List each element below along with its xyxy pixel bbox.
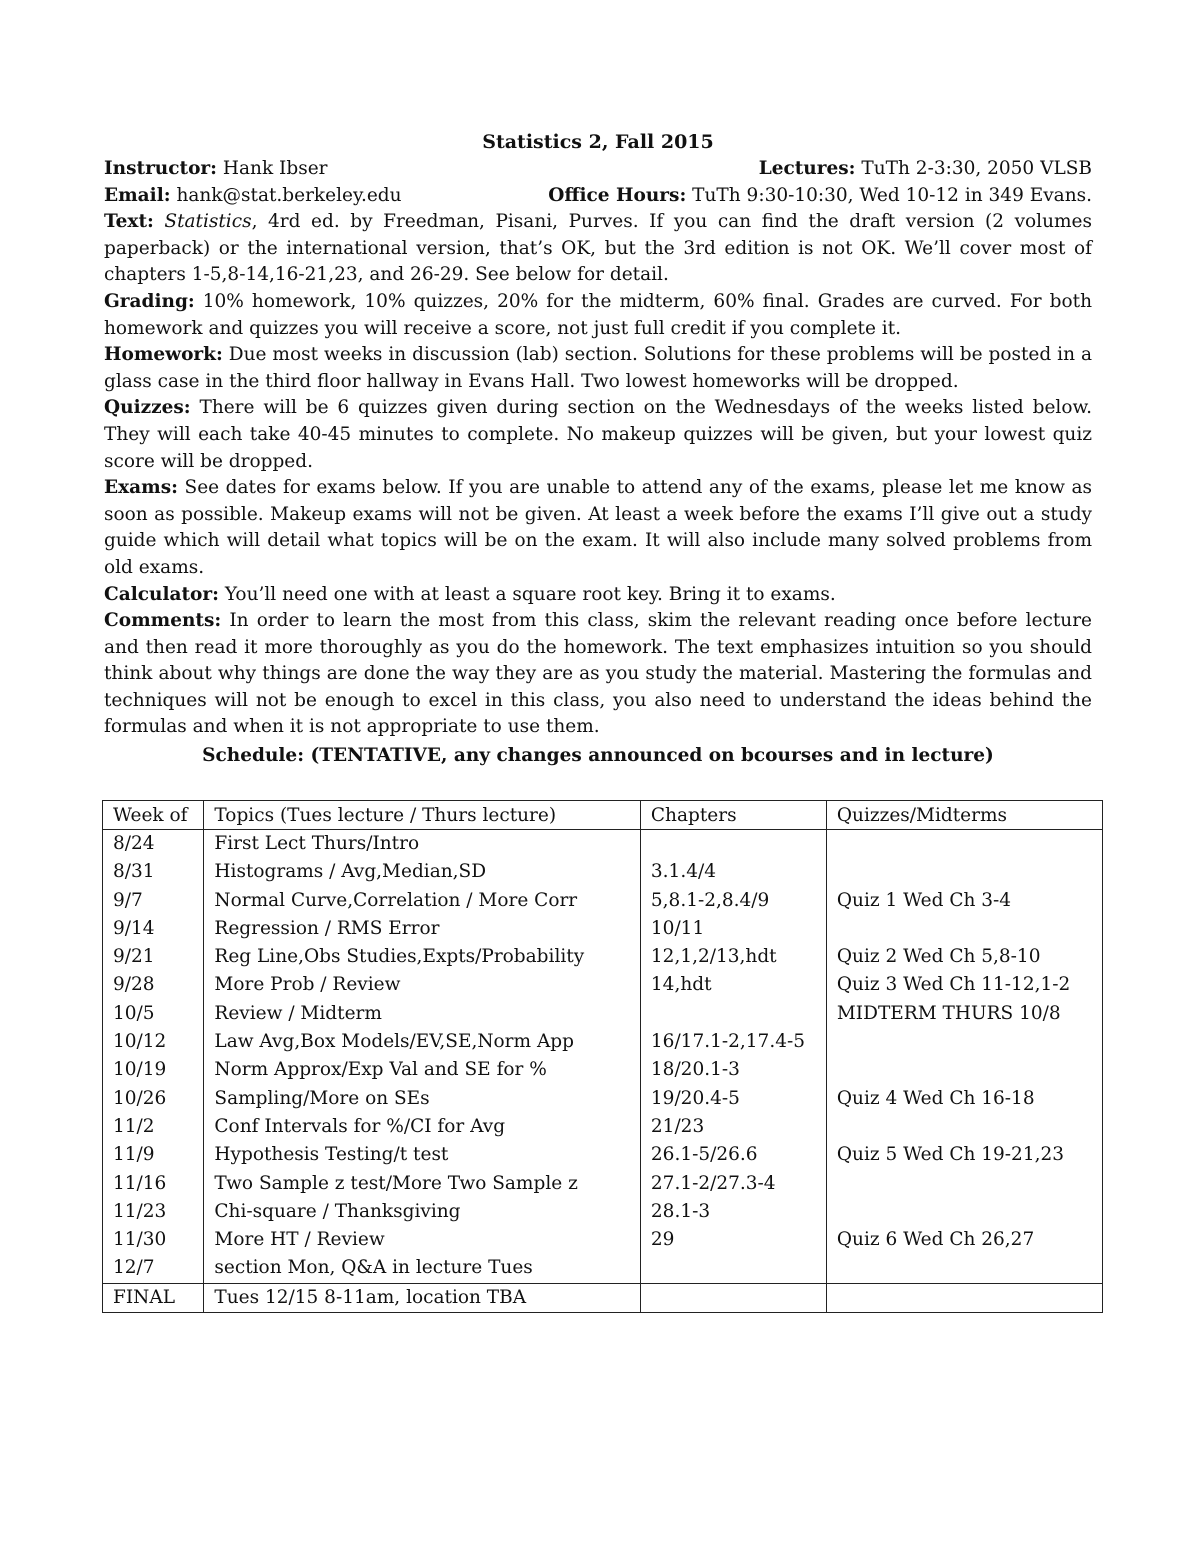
header-topics: Topics (Tues lecture / Thurs lecture) [204, 801, 641, 830]
table-row [103, 1085, 1103, 1113]
topics-cell: More HT / Review [204, 1226, 641, 1254]
table-row [103, 1170, 1103, 1198]
quizzes-section [104, 395, 1092, 475]
exams-section [104, 475, 1092, 581]
topics-cell: Chi-square / Thanksgiving [204, 1198, 641, 1226]
week-cell: 9/14 [103, 915, 204, 943]
chapters-cell: 27.1-2/27.3-4 [640, 1170, 826, 1198]
grading-section [104, 289, 1092, 342]
page-title: Statistics 2, Fall 2015 [482, 131, 714, 153]
chapters-cell: 5,8.1-2,8.4/9 [640, 887, 826, 915]
table-row [103, 1000, 1103, 1028]
quiz-cell: Quiz 2 Wed Ch 5,8-10 [826, 943, 1102, 971]
quiz-cell [826, 858, 1102, 886]
week-cell: 12/7 [103, 1254, 204, 1283]
text-label: Text: [104, 211, 154, 233]
table-row [103, 1028, 1103, 1056]
header-chapters: Chapters [640, 801, 826, 830]
email-value: hank@stat.berkeley.edu [176, 184, 402, 206]
topics-cell: Normal Curve,Correlation / More Corr [204, 887, 641, 915]
quiz-cell: Quiz 6 Wed Ch 26,27 [826, 1226, 1102, 1254]
table-row [103, 858, 1103, 886]
grading-body: 10% homework, 10% quizzes, 20% for the midterm, 60% final. Grades are curved. For both homework and quizzes you will receive a score, not just full credit if you complete it. [104, 290, 1092, 339]
table-row [103, 943, 1103, 971]
chapters-cell: 12,1,2/13,hdt [640, 943, 826, 971]
quiz-cell [826, 915, 1102, 943]
week-cell: 11/2 [103, 1113, 204, 1141]
chapters-cell [640, 1254, 826, 1283]
chapters-cell: 29 [640, 1226, 826, 1254]
week-cell: 9/21 [103, 943, 204, 971]
quiz-cell [826, 1113, 1102, 1141]
final-week-cell: FINAL [103, 1283, 204, 1312]
exams-body: See dates for exams below. If you are unable to attend any of the exams, please let me know as soon as possible. Makeup exams will not be given. At least a week before the exams I’ll give out a study guide which will detail what topics will be on the exam. It will also include many solved problems from old exams. [104, 477, 1093, 578]
week-cell: 9/28 [103, 971, 204, 999]
topics-cell: Regression / RMS Error [204, 915, 641, 943]
email-line [104, 183, 402, 210]
quiz-cell: Quiz 1 Wed Ch 3-4 [826, 887, 1102, 915]
syllabus-page [104, 128, 1092, 770]
comments-body: In order to learn the most from this class, skim the relevant reading once before lecture and then read it more thoroughly as you do the homework. The text emphasizes intuition so you should think about why things are done the way they are as you study the material. Mastering the formulas and techniques will not be enough to excel in this class, you also need to understand the ideas behind the formulas and when it is not appropriate to use them. [104, 610, 1092, 738]
lectures-line [759, 156, 1092, 183]
topics-cell: Reg Line,Obs Studies,Expts/Probability [204, 943, 641, 971]
comments-label: Comments: [104, 610, 222, 632]
week-cell: 11/16 [103, 1170, 204, 1198]
chapters-cell: 19/20.4-5 [640, 1085, 826, 1113]
homework-label: Homework: [104, 344, 223, 366]
comments-section [104, 608, 1092, 741]
quiz-cell [826, 1056, 1102, 1084]
homework-section [104, 342, 1092, 395]
week-cell: 10/12 [103, 1028, 204, 1056]
table-row [103, 1056, 1103, 1084]
chapters-cell: 26.1-5/26.6 [640, 1141, 826, 1169]
instructor-line [104, 156, 328, 183]
final-chapters-cell [640, 1283, 826, 1312]
table-row [103, 1226, 1103, 1254]
final-row [103, 1283, 1103, 1312]
schedule-title: Schedule: (TENTATIVE, any changes announced on bcourses and in lecture) [202, 745, 994, 767]
week-cell: 8/31 [103, 858, 204, 886]
chapters-cell: 28.1-3 [640, 1198, 826, 1226]
exams-label: Exams: [104, 477, 178, 499]
chapters-cell: 3.1.4/4 [640, 858, 826, 886]
topics-cell: Review / Midterm [204, 1000, 641, 1028]
week-cell: 11/9 [103, 1141, 204, 1169]
topics-cell: section Mon, Q&A in lecture Tues [204, 1254, 641, 1283]
lectures-value: TuTh 2-3:30, 2050 VLSB [861, 158, 1092, 179]
final-quiz-cell [826, 1283, 1102, 1312]
week-cell: 11/23 [103, 1198, 204, 1226]
topics-cell: Law Avg,Box Models/EV,SE,Norm App [204, 1028, 641, 1056]
chapters-cell [640, 830, 826, 859]
week-cell: 8/24 [103, 830, 204, 859]
lectures-label: Lectures: [758, 158, 856, 179]
week-cell: 10/19 [103, 1056, 204, 1084]
topics-cell: Sampling/More on SEs [204, 1085, 641, 1113]
quizzes-label: Quizzes: [104, 397, 191, 419]
quiz-cell [826, 1198, 1102, 1226]
quiz-cell [826, 830, 1102, 859]
quiz-cell: MIDTERM THURS 10/8 [826, 1000, 1102, 1028]
table-row [103, 971, 1103, 999]
table-row [103, 1198, 1103, 1226]
quizzes-body: There will be 6 quizzes given during section on the Wednesdays of the weeks listed below. They will each take 40-45 minutes to complete. No makeup quizzes will be given, but your lowest quiz score will be dropped. [104, 397, 1092, 472]
topics-cell: Histograms / Avg,Median,SD [204, 858, 641, 886]
table-row [103, 1113, 1103, 1141]
table-row [103, 1141, 1103, 1169]
calculator-label: Calculator: [104, 583, 219, 605]
quiz-cell: Quiz 3 Wed Ch 11-12,1-2 [826, 971, 1102, 999]
calculator-section [104, 582, 1092, 609]
grading-label: Grading: [104, 290, 195, 312]
header-week: Week of [103, 801, 204, 830]
quiz-cell: Quiz 4 Wed Ch 16-18 [826, 1085, 1102, 1113]
week-cell: 10/5 [103, 1000, 204, 1028]
text-section [104, 209, 1092, 289]
topics-cell: First Lect Thurs/Intro [204, 830, 641, 859]
office-hours-label: Office Hours: [548, 184, 687, 206]
instructor-value: Hank Ibser [222, 158, 328, 179]
topics-cell: Conf Intervals for %/CI for Avg [204, 1113, 641, 1141]
quiz-cell: Quiz 5 Wed Ch 19-21,23 [826, 1141, 1102, 1169]
week-cell: 9/7 [103, 887, 204, 915]
chapters-cell: 18/20.1-3 [640, 1056, 826, 1084]
homework-body: Due most weeks in discussion (lab) section. Solutions for these problems will be posted in a glass case in the third floor hallway in Evans Hall. Two lowest homeworks will be dropped. [104, 344, 1092, 392]
instructor-label: Instructor: [104, 158, 217, 179]
final-topics-cell: Tues 12/15 8-11am, location TBA [204, 1283, 641, 1312]
table-row [103, 915, 1103, 943]
quiz-cell [826, 1254, 1102, 1283]
text-body: , 4rd ed. by Freedman, Pisani, Purves. If you can find the draft version (2 volumes paperback) or the international version, that’s OK, but the 3rd edition is not OK. We’ll cover most of chapters 1-5,8-14,16-21,23, and 26-29. See below for detail. [104, 211, 1092, 286]
chapters-cell [640, 1000, 826, 1028]
quiz-cell [826, 1170, 1102, 1198]
topics-cell: Hypothesis Testing/t test [204, 1141, 641, 1169]
table-row [103, 1254, 1103, 1283]
chapters-cell: 21/23 [640, 1113, 826, 1141]
text-book-title: Statistics [164, 211, 252, 233]
chapters-cell: 14,hdt [640, 971, 826, 999]
week-cell: 10/26 [103, 1085, 204, 1113]
office-hours-line [548, 183, 1092, 210]
quiz-cell [826, 1028, 1102, 1056]
topics-cell: Norm Approx/Exp Val and SE for % [204, 1056, 641, 1084]
chapters-cell: 16/17.1-2,17.4-5 [640, 1028, 826, 1056]
header-quizzes: Quizzes/Midterms [826, 801, 1102, 830]
schedule-header-row [103, 801, 1103, 830]
calculator-body: You’ll need one with at least a square root key. Bring it to exams. [224, 583, 836, 605]
topics-cell: Two Sample z test/More Two Sample z [204, 1170, 641, 1198]
schedule-body [103, 830, 1103, 1284]
week-cell: 11/30 [103, 1226, 204, 1254]
table-row [103, 887, 1103, 915]
chapters-cell: 10/11 [640, 915, 826, 943]
topics-cell: More Prob / Review [204, 971, 641, 999]
schedule-table [102, 800, 1103, 1313]
instructor-lectures-row [104, 156, 1092, 183]
email-label: Email: [104, 184, 171, 206]
office-hours-value: TuTh 9:30-10:30, Wed 10-12 in 349 Evans. [692, 184, 1092, 206]
table-row [103, 830, 1103, 859]
email-office-row [104, 183, 1092, 210]
